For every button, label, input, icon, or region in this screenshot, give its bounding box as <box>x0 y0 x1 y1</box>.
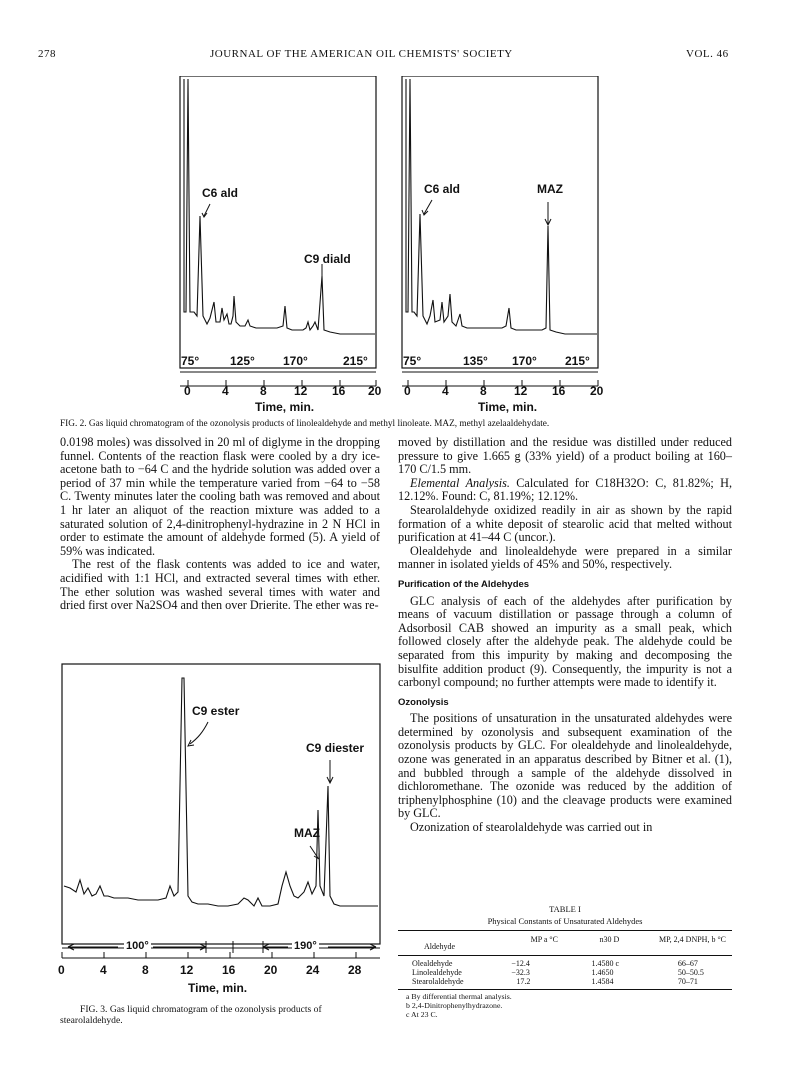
fig3-tick: 12 <box>180 963 194 977</box>
section-heading-ozonolysis: Ozonolysis <box>398 696 449 708</box>
fig2-right-temp-4: 215° <box>565 354 590 368</box>
table-footnote: a By differential thermal analysis. <box>406 992 512 1001</box>
volume: VOL. 46 <box>686 48 729 60</box>
table-header-row <box>398 930 732 956</box>
fig3-caption: FIG. 3. Gas liquid chromatogram of the ozonolysis products of stearolaldehyde. <box>60 1004 322 1026</box>
table-header-cell: n30 D <box>599 935 620 944</box>
table-cell: 1.4584 <box>591 977 614 986</box>
table-cell: Linolealdehyde <box>412 968 462 977</box>
fig3-tick: 0 <box>58 963 65 977</box>
left-paragraph-2: The rest of the flask contents was added to ice and water, acidified with 1:1 HCl, and extracted several times with ether. The ether solution was washed several times with water and dried first over Na2SO4 and then over Drierite. The ether was re- <box>60 557 380 613</box>
fig3-tick: 20 <box>264 963 278 977</box>
right-paragraph-7: Ozonization of stearolaldehyde was carried out in <box>410 820 653 835</box>
fig2-left-tick: 16 <box>332 384 346 398</box>
table-body <box>398 956 732 990</box>
fig2-right-temp-1: 75° <box>403 354 422 368</box>
fig2-left-temp-3: 170° <box>283 354 308 368</box>
fig2-right-panel <box>402 76 598 386</box>
fig2-right-tick: 20 <box>590 384 604 398</box>
fig3-tick: 16 <box>222 963 236 977</box>
fig2-right-label-maz: MAZ <box>537 182 563 196</box>
table-cell: 70–71 <box>677 977 698 986</box>
right-paragraph-3: Stearolaldehyde oxidized readily in air as shown by the rapid formation of a white deposit of stearolic acid that melted without purification at 41–44 C (uncor.). <box>398 502 732 545</box>
elemental-analysis-text: Calculated for C18H32O: C, 81.82%; H, 12.12%. Found: C, 81.19%; 12.12%. <box>398 475 732 504</box>
table-footnote: b 2,4-Dinitrophenylhydrazone. <box>406 1001 503 1010</box>
fig2-right-tick: 0 <box>404 384 411 398</box>
fig3-label-c9-diester: C9 diester <box>306 741 365 755</box>
fig2-left-panel <box>180 76 376 386</box>
right-paragraph-5: GLC analysis of each of the aldehydes after purification by means of vacuum distillation or passage through a column of Adsorbosil CAB showed an impurity as a small peak, which followed closely after the aldehyde peak. The aldehyde could be separated from this impurity by making and decomposing the bisulfite addition product (9). Consequently, the impurity is not a carbonyl compound; no further attempts were made to identify it. <box>398 593 732 690</box>
elemental-analysis-heading: Elemental Analysis. <box>410 475 510 490</box>
left-paragraph-1: 0.0198 moles) was dissolved in 20 ml of diglyme in the dropping funnel. Contents of the reaction flask were cooled by a dry ice-acetone bath to −64 C and the hydride solution was added over a period of 37 min while the temperature varied from −64 to −58 C. Twenty minutes later the cooling bath was removed and about 1 hr later an aliquot of the reaction mixture was added to a saturated solution of 2,4-dinitrophenyl-hydrazine in 2 N HCl in order to estimate the amount of aldehyde formed (5). A yield of 59% was indicated. <box>60 435 380 558</box>
fig3-xlabel: Time, min. <box>188 981 248 995</box>
fig3-tick: 24 <box>306 963 320 977</box>
figure-2 <box>170 76 610 420</box>
table-footnote: c At 23 C. <box>406 1010 438 1019</box>
right-paragraph-1: moved by distillation and the residue was distilled under reduced pressure to give 1.665 g (33% yield) of a product boiling at 160–170 C/1.5 mm. <box>398 435 732 477</box>
table-cell: 1.4650 <box>591 968 614 977</box>
fig2-right-tick: 8 <box>480 384 487 398</box>
fig3-temp-190: 190° <box>294 940 317 952</box>
fig2-left-temp-1: 75° <box>181 354 200 368</box>
table-label: TABLE I <box>549 904 581 914</box>
fig2-left-label-c6: C6 ald <box>202 186 239 200</box>
table-cell: 66–67 <box>677 959 698 968</box>
table-row <box>398 977 732 986</box>
fig2-right-label-c6: C6 ald <box>424 182 461 196</box>
fig2-right-trace <box>406 79 597 334</box>
fig3-tick: 28 <box>348 963 362 977</box>
fig3-tick: 4 <box>100 963 107 977</box>
fig2-left-xlabel: Time, min. <box>255 400 315 414</box>
fig2-right-tick: 12 <box>514 384 528 398</box>
table-cell: 1.4580 c <box>591 959 620 968</box>
fig3-label-maz: MAZ <box>294 826 320 840</box>
table-cell: 17.2 <box>516 977 531 986</box>
page-number: 278 <box>38 48 56 60</box>
right-paragraph-2 <box>398 477 732 504</box>
table-cell: 50–50.5 <box>677 968 704 977</box>
fig2-left-tick: 8 <box>260 384 267 398</box>
fig2-right-tick: 16 <box>552 384 566 398</box>
fig3-temp-100: 100° <box>126 940 149 952</box>
table-cell: Stearolaldehyde <box>412 977 464 986</box>
right-column <box>398 436 732 835</box>
journal-title: JOURNAL OF THE AMERICAN OIL CHEMISTS' SOCIETY <box>210 48 513 60</box>
table-header-cell: MP a °C <box>530 935 558 944</box>
table-row <box>398 968 732 977</box>
table-cell: −32.3 <box>511 968 530 977</box>
fig2-left-temp-2: 125° <box>230 354 255 368</box>
right-paragraph-6: The positions of unsaturation in the unsaturated aldehydes were determined by ozonolysis and subsequent examination of the ozonolysis products by GLC. For olealdehyde and linolealdehyde, ozone was generated in an apparatus described by Bitner et al. (1), and bubbled through a sample of the aldehyde dissolved in dichloromethane. The ozonide was reduced by the addition of triphenylphosphine (10) and the cleavage products were examined by GLC. <box>398 711 732 821</box>
table-header-cell: Aldehyde <box>424 942 456 951</box>
fig2-right-temp-2: 135° <box>463 354 488 368</box>
table-cell: Olealdehyde <box>412 959 453 968</box>
table-1 <box>398 905 732 1019</box>
fig2-right-xlabel: Time, min. <box>478 400 538 414</box>
fig2-right-temp-3: 170° <box>512 354 537 368</box>
right-paragraph-4: Olealdehyde and linolealdehyde were prepared in a similar manner in isolated yields of 45% and 50%, respectively. <box>398 543 732 572</box>
left-column <box>60 436 380 613</box>
fig2-left-trace <box>184 79 375 334</box>
fig2-left-tick: 20 <box>368 384 382 398</box>
section-heading-purification: Purification of the Aldehydes <box>398 578 530 590</box>
fig3-label-c9-ester: C9 ester <box>192 704 240 718</box>
table-header-cell: MP, 2,4 DNPH, b °C <box>659 935 726 944</box>
fig2-caption: FIG. 2. Gas liquid chromatogram of the ozonolysis products of linolealdehyde and methyl linoleate. MAZ, methyl azelaaldehydate. <box>60 419 550 429</box>
table-cell: −12.4 <box>511 959 530 968</box>
table-title: Physical Constants of Unsaturated Aldehydes <box>487 916 643 926</box>
fig2-left-temp-4: 215° <box>343 354 368 368</box>
fig2-left-tick: 0 <box>184 384 191 398</box>
fig2-right-tick: 4 <box>442 384 449 398</box>
fig2-left-label-c9: C9 diald <box>304 252 351 266</box>
fig3-tick: 8 <box>142 963 149 977</box>
fig2-left-tick: 12 <box>294 384 308 398</box>
fig2-left-tick: 4 <box>222 384 229 398</box>
table-row <box>398 959 732 968</box>
